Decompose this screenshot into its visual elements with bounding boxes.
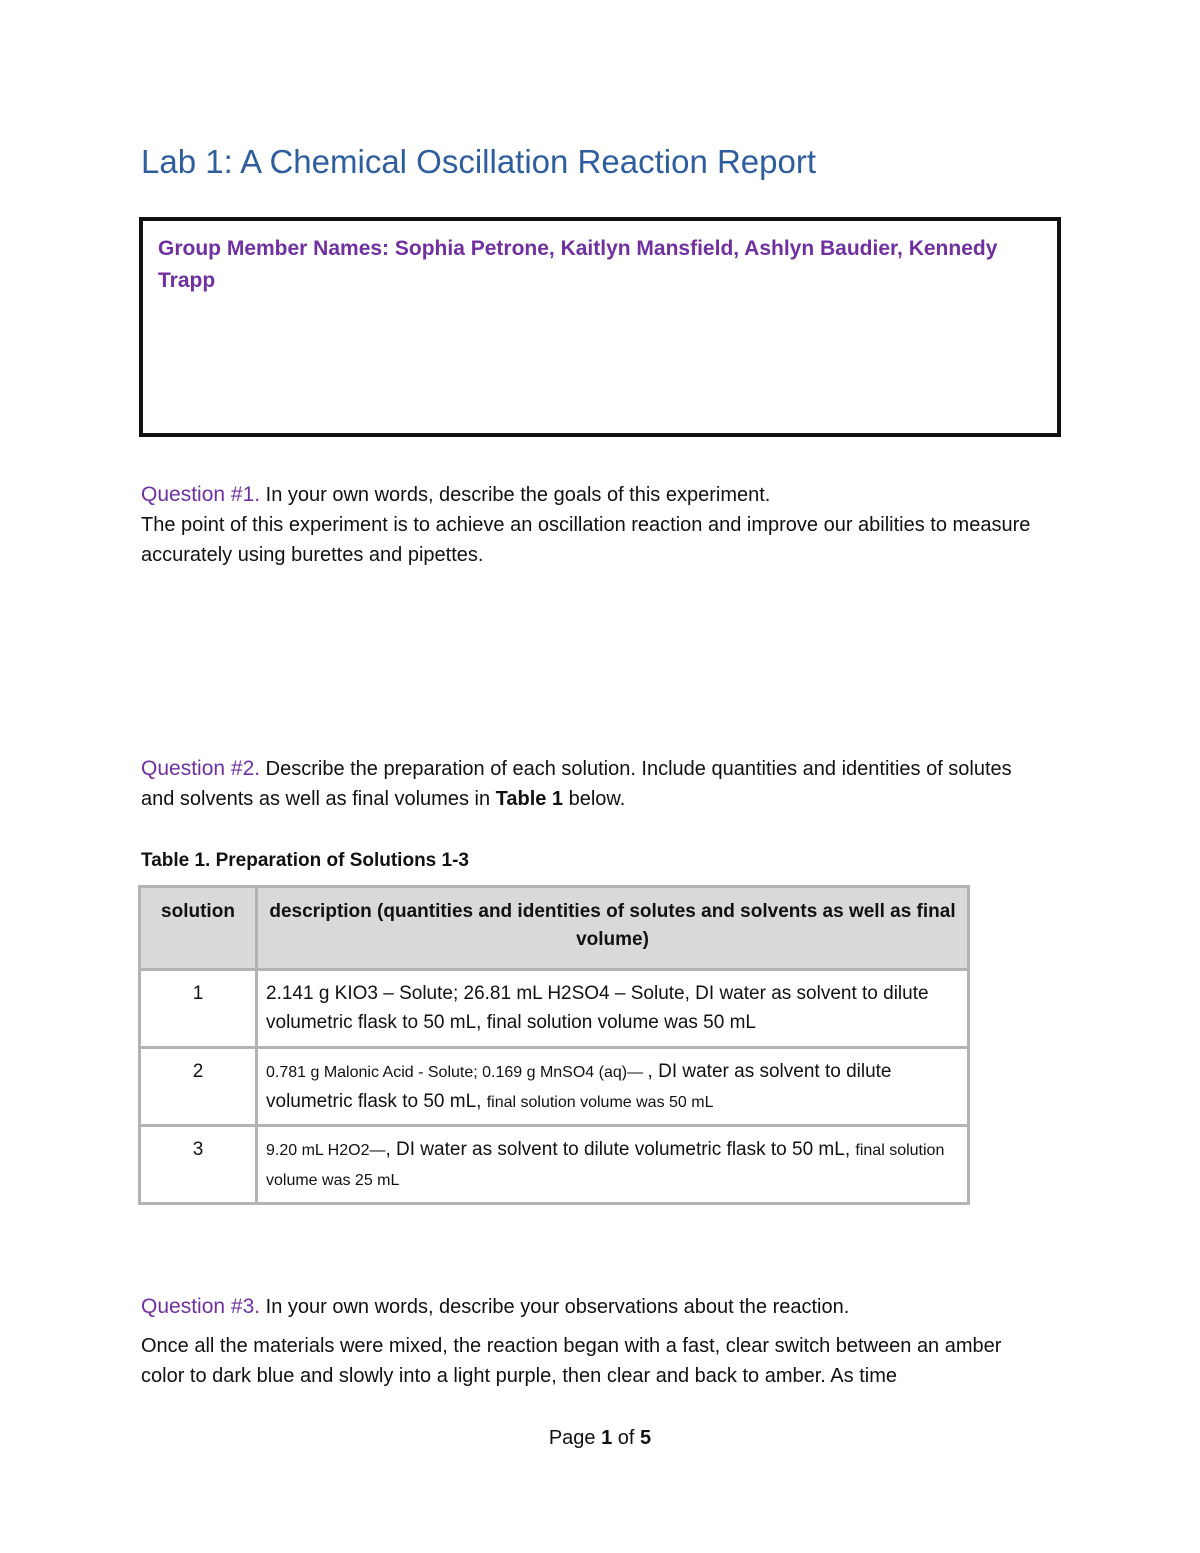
- table-header-row: [140, 887, 969, 970]
- page-footer: [0, 1427, 1200, 1450]
- solution-number: 2: [140, 1048, 257, 1126]
- solution-description: [257, 1126, 969, 1204]
- question-2-label: Question #2.: [141, 757, 261, 780]
- table-caption: Table 1. Preparation of Solutions 1-3: [141, 850, 469, 871]
- question-1-prompt: In your own words, describe the goals of this experiment.: [260, 484, 771, 506]
- group-member-names: Group Member Names: Sophia Petrone, Kaitlyn Mansfield, Ashlyn Baudier, Kennedy Trapp: [158, 237, 998, 292]
- question-2-prompt: Describe the preparation of each solution. Include quantities and identities of solutes and solvents as well as final volumes in: [141, 758, 1012, 810]
- question-1-answer: The point of this experiment is to achieve an oscillation reaction and improve our abilities to measure accurately using burettes and pipettes.: [141, 514, 1031, 566]
- table-row: [140, 970, 969, 1048]
- page-label: Page: [548, 1427, 602, 1449]
- description-small-text: final solution volume was 25 mL: [266, 1142, 945, 1189]
- question-3-answer: Once all the materials were mixed, the reaction began with a fast, clear switch between an amber color to dark blue and slowly into a light purple, then clear and back to amber. As time: [141, 1335, 1002, 1387]
- question-2-prompt-end: below.: [563, 788, 626, 810]
- group-members-box: [139, 217, 1061, 437]
- table-row: [140, 1048, 969, 1126]
- question-3-label: Question #3.: [141, 1295, 261, 1318]
- table-row: [140, 1126, 969, 1204]
- total-pages: 5: [640, 1427, 652, 1449]
- header-description: description (quantities and identities of solutes and solvents as well as final volume): [257, 887, 969, 970]
- current-page: 1: [601, 1427, 613, 1449]
- description-small-text: 9.20 mL H2O2—: [266, 1142, 386, 1159]
- page-title: Lab 1: A Chemical Oscillation Reaction Report: [141, 143, 817, 180]
- description-text: , DI water as solvent to dilute volumetric flask to 50 mL,: [266, 1061, 892, 1112]
- description-small-text: final solution volume was 50 mL: [486, 1094, 714, 1111]
- question-1: [141, 480, 1041, 570]
- solution-description: [257, 1048, 969, 1126]
- solution-number: 1: [140, 970, 257, 1048]
- question-3-prompt: In your own words, describe your observations about the reaction.: [260, 1296, 850, 1318]
- question-1-label: Question #1.: [141, 483, 261, 506]
- question-2: [141, 754, 1041, 814]
- page-of: of: [612, 1427, 641, 1449]
- solution-number: 3: [140, 1126, 257, 1204]
- description-text: 2.141 g KIO3 – Solute; 26.81 mL H2SO4 – Solute, DI water as solvent to dilute volumetric flask to 50 mL, final solution volume was 50 mL: [266, 983, 929, 1033]
- solutions-table: [138, 885, 970, 1205]
- header-solution: solution: [140, 887, 257, 970]
- question-3: [141, 1292, 1041, 1322]
- table-reference: Table 1: [495, 788, 564, 810]
- description-text: , DI water as solvent to dilute volumetric flask to 50 mL,: [385, 1139, 856, 1160]
- solution-description: [257, 970, 969, 1048]
- description-small-text: 0.781 g Malonic Acid - Solute; 0.169 g MnSO4 (aq)—: [266, 1064, 648, 1081]
